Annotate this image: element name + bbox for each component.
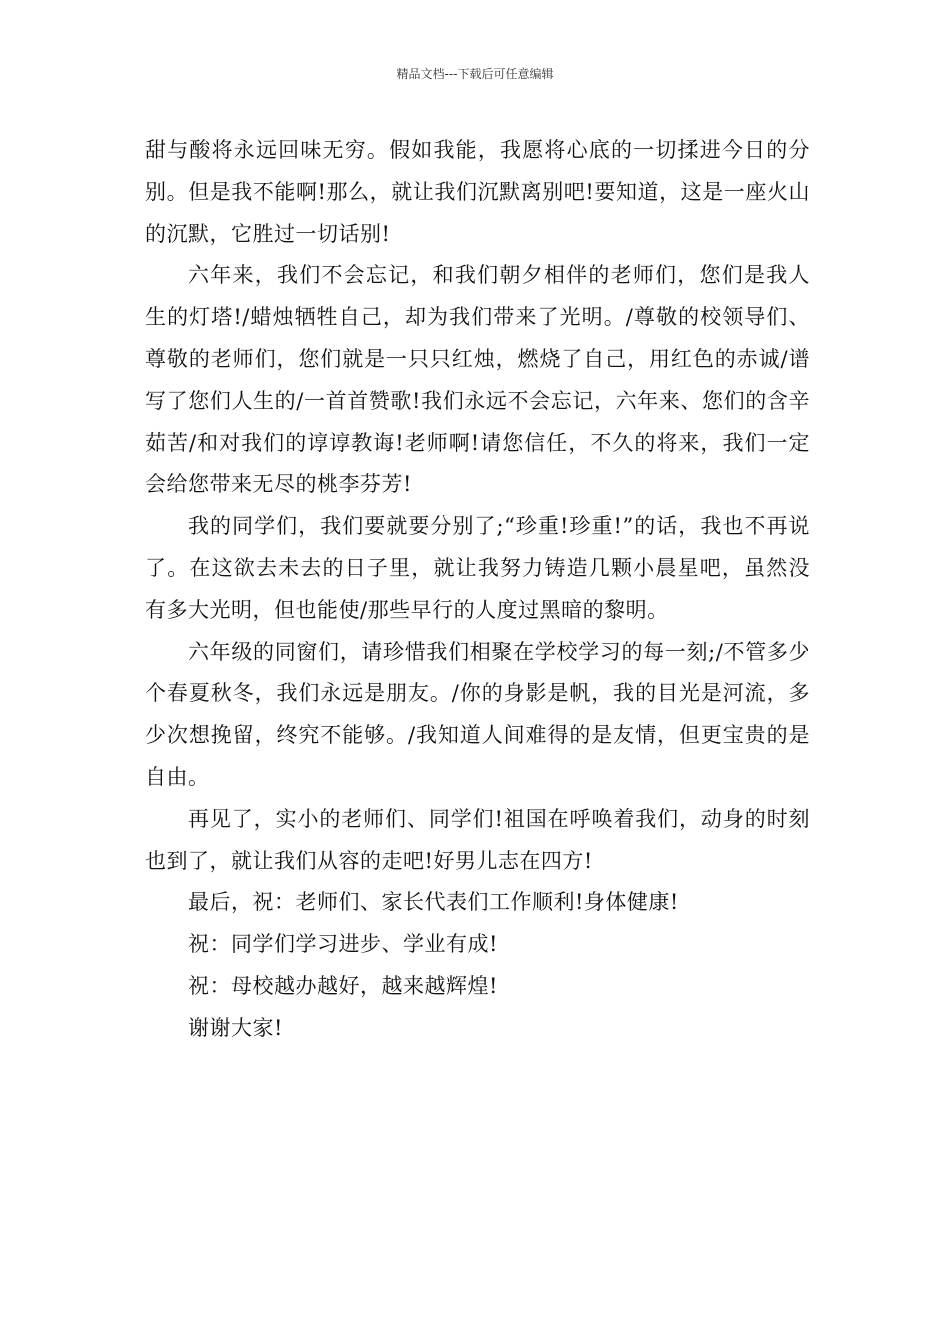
paragraph-7: 祝：同学们学习进步、学业有成! bbox=[188, 932, 498, 957]
paragraph-6: 最后，祝：老师们、家长代表们工作顺利!身体健康! bbox=[188, 890, 679, 915]
paragraph-8: 祝：母校越办越好，越来越辉煌! bbox=[188, 973, 498, 998]
page-header: 精品文档---下载后可任意编辑 bbox=[396, 67, 554, 81]
paragraph-5: 再见了，实小的老师们、同学们!祖国在呼唤着我们，动身的时刻也到了，就让我们从容的走吧!好男儿志在四方! bbox=[145, 806, 810, 873]
paragraph-9: 谢谢大家! bbox=[188, 1015, 283, 1040]
paragraph-3: 我的同学们，我们要就要分别了;“珍重!珍重!”的话，我也不再说了。在这欲去未去的日子里，就让我努力铸造几颗小晨星吧，虽然没有多大光明，但也能使/那些早行的人度过黑暗的黎明。 bbox=[145, 514, 810, 622]
paragraph-4: 六年级的同窗们，请珍惜我们相聚在学校学习的每一刻;/不管多少个春夏秋冬，我们永远是朋友。/你的身影是帆，我的目光是河流，多少次想挽留，终究不能够。/我知道人间难得的是友情，但更宝贵的是自由。 bbox=[145, 639, 810, 789]
paragraph-1: 甜与酸将永远回味无穷。假如我能，我愿将心底的一切揉进今日的分别。但是我不能啊!那么，就让我们沉默离别吧!要知道，这是一座火山的沉默，它胜过一切话别! bbox=[145, 138, 810, 246]
paragraph-2: 六年来，我们不会忘记，和我们朝夕相伴的老师们，您们是我人生的灯塔!/蜡烛牺牲自己，却为我们带来了光明。/尊敬的校领导们、尊敬的老师们，您们就是一只只红烛，燃烧了自己，用红色的赤诚/谱写了您们人生的/一首首赞歌!我们永远不会忘记，六年来、您们的含辛茹苦/和对我们的谆谆教诲!老师啊!请您信任，不久的将来，我们一定会给您带来无尽的桃李芬芳! bbox=[145, 263, 810, 497]
document-body bbox=[145, 130, 810, 1050]
